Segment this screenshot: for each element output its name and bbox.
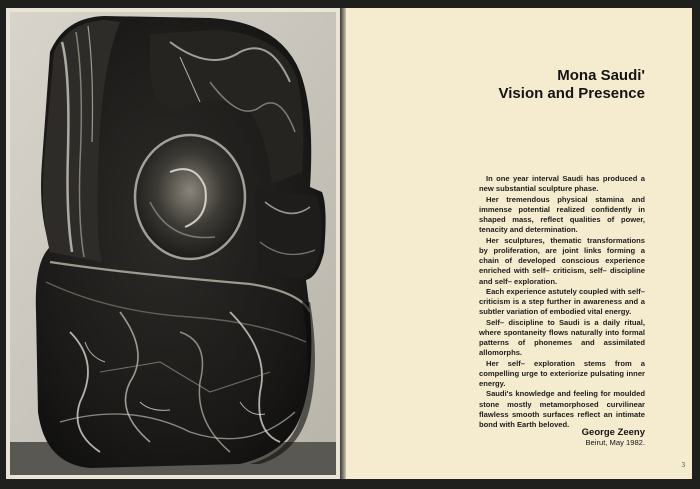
paragraph: Each experience astutely coupled with self– criticism is a step further in awareness and a subtler variation of embodied vital energy. xyxy=(479,286,645,317)
left-page xyxy=(6,8,340,479)
article-title xyxy=(499,67,645,103)
signature-block xyxy=(582,427,645,448)
sculpture-photo xyxy=(10,12,336,475)
title-line-2: Vision and Presence xyxy=(498,85,645,102)
paragraph: Self– discipline to Saudi is a daily ritual, where spontaneity flows naturally into formal patterns of phonemes and assimilated allomorphs. xyxy=(479,317,645,358)
signature-name: George Zeeny xyxy=(581,427,645,438)
paragraph: Her tremendous physical stamina and immense potential realized confidently in shaped mass, reflect qualities of power, tenacity and determination. xyxy=(479,194,645,235)
article-body xyxy=(479,174,645,430)
paragraph: Her self– exploration stems from a compelling urge to exteriorize pulsating inner energy. xyxy=(479,358,645,388)
sculpture-image xyxy=(10,12,336,475)
paragraph: In one year interval Saudi has produced a new substantial sculpture phase. xyxy=(479,174,645,194)
page-number: 3 xyxy=(681,461,685,469)
paragraph: Her sculptures, thematic transformations by proliferation, are joint links forming a chain of developed conscious experience enriched with self– criticism, self– discipline and self– exploration. xyxy=(479,235,645,286)
right-page xyxy=(346,8,692,479)
paragraph: Saudi's knowledge and feeling for moulded stone mostly metamorphosed curvilinear flawless smooth surfaces reflect an intimate bond with Earth beloved. xyxy=(479,389,645,429)
signature-place-date: Beirut, May 1982. xyxy=(585,438,645,447)
title-line-1: Mona Saudi' xyxy=(557,67,645,84)
